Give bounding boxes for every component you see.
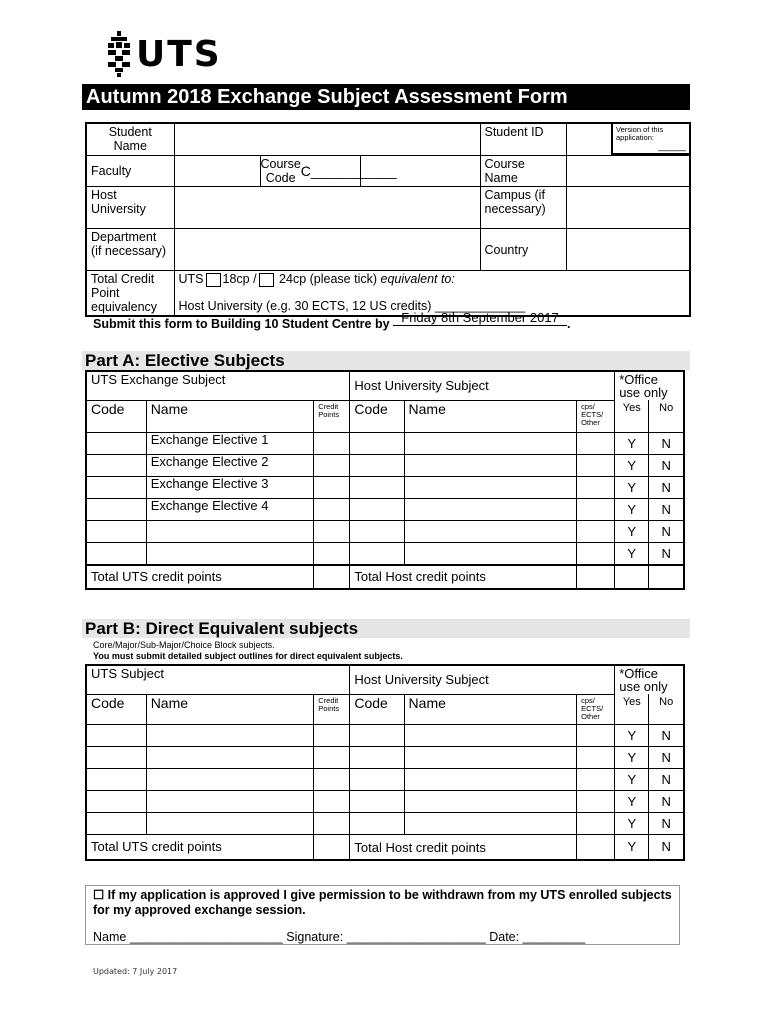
student-name-field[interactable] — [174, 123, 480, 156]
no-cell[interactable]: N — [649, 768, 684, 790]
host-name-cell[interactable] — [404, 520, 577, 542]
no-cell[interactable]: N — [649, 542, 684, 565]
total-host-label: Total Host credit points — [350, 565, 577, 589]
name-line[interactable]: Name ______________________ — [93, 930, 283, 944]
cps-cell[interactable] — [577, 812, 615, 834]
cps-cell[interactable] — [577, 790, 615, 812]
host-name-header: Name — [404, 694, 577, 724]
no-cell[interactable]: N — [649, 790, 684, 812]
code-cell[interactable] — [86, 520, 146, 542]
credit-cell[interactable] — [314, 790, 350, 812]
yes-cell[interactable]: Y — [615, 432, 649, 454]
host-code-header: Code — [350, 694, 404, 724]
host-code-cell[interactable] — [350, 790, 404, 812]
table-row — [86, 476, 684, 498]
part-b-note: Core/Major/Sub-Major/Choice Block subjects. — [93, 640, 275, 650]
name-header: Name — [146, 400, 314, 432]
course-code-value: C___________ — [300, 163, 397, 179]
yes-cell[interactable]: Y — [615, 768, 649, 790]
yes-cell[interactable]: Y — [615, 476, 649, 498]
credit-cell[interactable] — [314, 812, 350, 834]
code-cell[interactable] — [86, 498, 146, 520]
host-name-cell[interactable] — [404, 812, 577, 834]
credit-equivalency-label: Total Credit Point equivalency — [86, 271, 174, 317]
total-uts-field[interactable] — [314, 834, 350, 860]
part-a-heading: Part A: Elective Subjects — [82, 351, 690, 370]
cp24-label: 24cp (please tick) — [279, 272, 378, 286]
student-details-table — [85, 122, 691, 317]
credit-cell[interactable] — [314, 746, 350, 768]
name-header: Name — [146, 694, 314, 724]
total-uts-label: Total UTS credit points — [86, 565, 314, 589]
department-field[interactable] — [174, 229, 480, 271]
table-row — [86, 812, 684, 834]
course-name-label: Course Name — [480, 156, 566, 187]
host-name-cell[interactable] — [404, 790, 577, 812]
cps-header: cps/ ECTS/ Other — [577, 400, 615, 432]
host-subject-header: Host University Subject — [350, 371, 615, 400]
name-cell[interactable] — [146, 768, 314, 790]
host-code-header: Code — [350, 400, 404, 432]
yes-cell[interactable]: Y — [615, 790, 649, 812]
signature-lines — [93, 930, 585, 944]
table-row — [86, 724, 684, 746]
yes-cell[interactable]: Y — [615, 454, 649, 476]
credit-cell[interactable] — [314, 768, 350, 790]
yes-cell[interactable]: Y — [615, 520, 649, 542]
part-a-table — [85, 370, 685, 590]
course-name-field[interactable] — [566, 156, 690, 187]
uts-logo — [106, 30, 222, 78]
uts-logo-text: UTS — [136, 33, 222, 75]
no-cell[interactable]: N — [649, 834, 684, 860]
name-cell: Exchange Elective 3 — [146, 476, 314, 498]
credit-cell[interactable] — [314, 454, 350, 476]
code-cell[interactable] — [86, 454, 146, 476]
no-cell[interactable]: N — [649, 454, 684, 476]
cps-cell[interactable] — [577, 476, 615, 498]
version-box[interactable] — [611, 124, 689, 155]
code-cell[interactable] — [86, 542, 146, 565]
total-host-field[interactable] — [577, 565, 615, 589]
credit-points-header: Credit Points — [314, 400, 350, 432]
credit-cell[interactable] — [314, 476, 350, 498]
name-cell[interactable] — [146, 790, 314, 812]
host-name-cell[interactable] — [404, 724, 577, 746]
uts-label: UTS — [178, 272, 204, 286]
yes-cell[interactable]: Y — [615, 542, 649, 565]
no-cell[interactable]: N — [649, 812, 684, 834]
credit-cell[interactable] — [314, 498, 350, 520]
name-cell: Exchange Elective 2 — [146, 454, 314, 476]
host-name-cell[interactable] — [404, 768, 577, 790]
host-name-cell[interactable] — [404, 454, 577, 476]
no-cell[interactable]: N — [649, 724, 684, 746]
total-uts-field[interactable] — [314, 565, 350, 589]
date-line[interactable]: Date: _________ — [489, 930, 586, 944]
table-row — [86, 432, 684, 454]
cps-cell[interactable] — [577, 432, 615, 454]
code-cell[interactable] — [86, 746, 146, 768]
tick-24cp-checkbox[interactable] — [259, 273, 274, 287]
yes-header: Yes — [615, 400, 649, 432]
host-code-cell[interactable] — [350, 432, 404, 454]
table-row — [86, 498, 684, 520]
equivalent-to-label: equivalent to: — [380, 272, 455, 286]
cps-cell[interactable] — [577, 454, 615, 476]
no-header: No — [649, 400, 684, 432]
credit-cell[interactable] — [314, 542, 350, 565]
yes-cell[interactable]: Y — [615, 812, 649, 834]
form-title: Autumn 2018 Exchange Subject Assessment Form — [82, 84, 690, 110]
part-b-table — [85, 664, 685, 861]
name-cell[interactable] — [146, 520, 314, 542]
yes-cell[interactable]: Y — [615, 746, 649, 768]
uts-subject-header: UTS Subject — [86, 665, 350, 694]
host-name-cell[interactable] — [404, 432, 577, 454]
table-row — [86, 768, 684, 790]
host-code-cell[interactable] — [350, 498, 404, 520]
code-cell[interactable] — [86, 724, 146, 746]
table-row — [86, 746, 684, 768]
department-label: Department (if necessary) — [86, 229, 174, 271]
credit-points-header: Credit Points — [314, 694, 350, 724]
host-name-cell[interactable] — [404, 476, 577, 498]
credit-cell[interactable] — [314, 432, 350, 454]
host-code-cell[interactable] — [350, 746, 404, 768]
code-cell[interactable] — [86, 812, 146, 834]
cps-cell[interactable] — [577, 542, 615, 565]
updated-note: Updated: 7 July 2017 — [93, 967, 178, 976]
country-field[interactable] — [566, 229, 690, 271]
host-code-cell[interactable] — [350, 476, 404, 498]
host-university-field[interactable] — [174, 187, 480, 229]
total-host-field[interactable] — [577, 834, 615, 860]
part-b-heading: Part B: Direct Equivalent subjects — [82, 619, 690, 638]
submit-text: Submit this form to Building 10 Student Centre by — [93, 317, 390, 331]
tick-18cp-checkbox[interactable] — [206, 273, 221, 287]
host-code-cell[interactable] — [350, 768, 404, 790]
no-cell[interactable]: N — [649, 432, 684, 454]
host-code-cell[interactable] — [350, 812, 404, 834]
table-row — [86, 520, 684, 542]
name-cell[interactable] — [146, 542, 314, 565]
student-id-field[interactable] — [567, 124, 612, 155]
host-name-cell[interactable] — [404, 542, 577, 565]
campus-field[interactable] — [566, 187, 690, 229]
submit-end: . — [567, 317, 571, 331]
office-yes-field[interactable] — [615, 565, 649, 589]
total-host-label: Total Host credit points — [350, 834, 577, 860]
table-row — [86, 542, 684, 565]
faculty-label: Faculty — [86, 156, 174, 187]
code-cell[interactable] — [86, 768, 146, 790]
signature-line[interactable]: Signature: ____________________ — [286, 930, 486, 944]
cps-cell[interactable] — [577, 724, 615, 746]
host-code-cell[interactable] — [350, 542, 404, 565]
student-id-label: Student ID — [480, 123, 566, 156]
cps-cell[interactable] — [577, 498, 615, 520]
host-subject-header: Host University Subject — [350, 665, 615, 694]
credit-cell[interactable] — [314, 724, 350, 746]
name-cell[interactable] — [146, 746, 314, 768]
permission-checkbox-text[interactable]: ☐ If my application is approved I give permission to be withdrawn from my UTS enrolled subjects for my approved exchange session. — [93, 888, 672, 917]
no-cell[interactable]: N — [649, 498, 684, 520]
uts-exchange-subject-header: UTS Exchange Subject — [86, 371, 350, 400]
yes-cell[interactable]: Y — [615, 498, 649, 520]
part-b-warning: You must submit detailed subject outlines for direct equivalent subjects. — [93, 651, 403, 661]
name-cell[interactable] — [146, 724, 314, 746]
uts-crest-icon — [106, 31, 132, 77]
total-uts-label: Total UTS credit points — [86, 834, 314, 860]
no-cell[interactable]: N — [649, 476, 684, 498]
faculty-field[interactable] — [174, 156, 260, 187]
code-header: Code — [86, 694, 146, 724]
office-use-header: *Office use only — [615, 665, 684, 694]
host-name-cell[interactable] — [404, 498, 577, 520]
table-row — [86, 790, 684, 812]
yes-header: Yes — [615, 694, 649, 724]
host-university-label: Host University — [86, 187, 174, 229]
host-name-header: Name — [404, 400, 577, 432]
version-blank: _____ — [658, 141, 686, 152]
office-use-header: *Office use only — [615, 371, 684, 400]
name-cell: Exchange Elective 4 — [146, 498, 314, 520]
host-code-cell[interactable] — [350, 520, 404, 542]
course-code-cell[interactable] — [260, 156, 397, 187]
cps-header: cps/ ECTS/ Other — [577, 694, 615, 724]
host-code-cell[interactable] — [350, 454, 404, 476]
name-cell[interactable] — [146, 812, 314, 834]
cps-cell[interactable] — [577, 768, 615, 790]
student-name-label: Student Name — [86, 123, 174, 156]
code-cell[interactable] — [86, 790, 146, 812]
submit-instruction — [93, 310, 571, 332]
student-id-cell — [566, 123, 690, 156]
code-cell[interactable] — [86, 432, 146, 454]
yes-cell[interactable]: Y — [615, 834, 649, 860]
cps-cell[interactable] — [577, 520, 615, 542]
yes-cell[interactable]: Y — [615, 724, 649, 746]
no-header: No — [649, 694, 684, 724]
country-label: Country — [480, 229, 566, 271]
course-code-label: Course Code — [260, 157, 301, 185]
table-row — [86, 454, 684, 476]
host-code-cell[interactable] — [350, 724, 404, 746]
host-name-cell[interactable] — [404, 746, 577, 768]
no-cell[interactable]: N — [649, 746, 684, 768]
name-cell: Exchange Elective 1 — [146, 432, 314, 454]
no-cell[interactable]: N — [649, 520, 684, 542]
host-credit-line[interactable]: Host University (e.g. 30 ECTS, 12 US credits) _____________ — [178, 298, 526, 313]
office-no-field[interactable] — [649, 565, 684, 589]
submit-date: Friday 8th September 2017 — [393, 310, 567, 326]
code-cell[interactable] — [86, 476, 146, 498]
cp18-label: 18cp / — [222, 272, 257, 286]
version-label: Version of this application: — [616, 125, 664, 142]
credit-cell[interactable] — [314, 520, 350, 542]
campus-label: Campus (if necessary) — [480, 187, 566, 229]
code-header: Code — [86, 400, 146, 432]
cps-cell[interactable] — [577, 746, 615, 768]
